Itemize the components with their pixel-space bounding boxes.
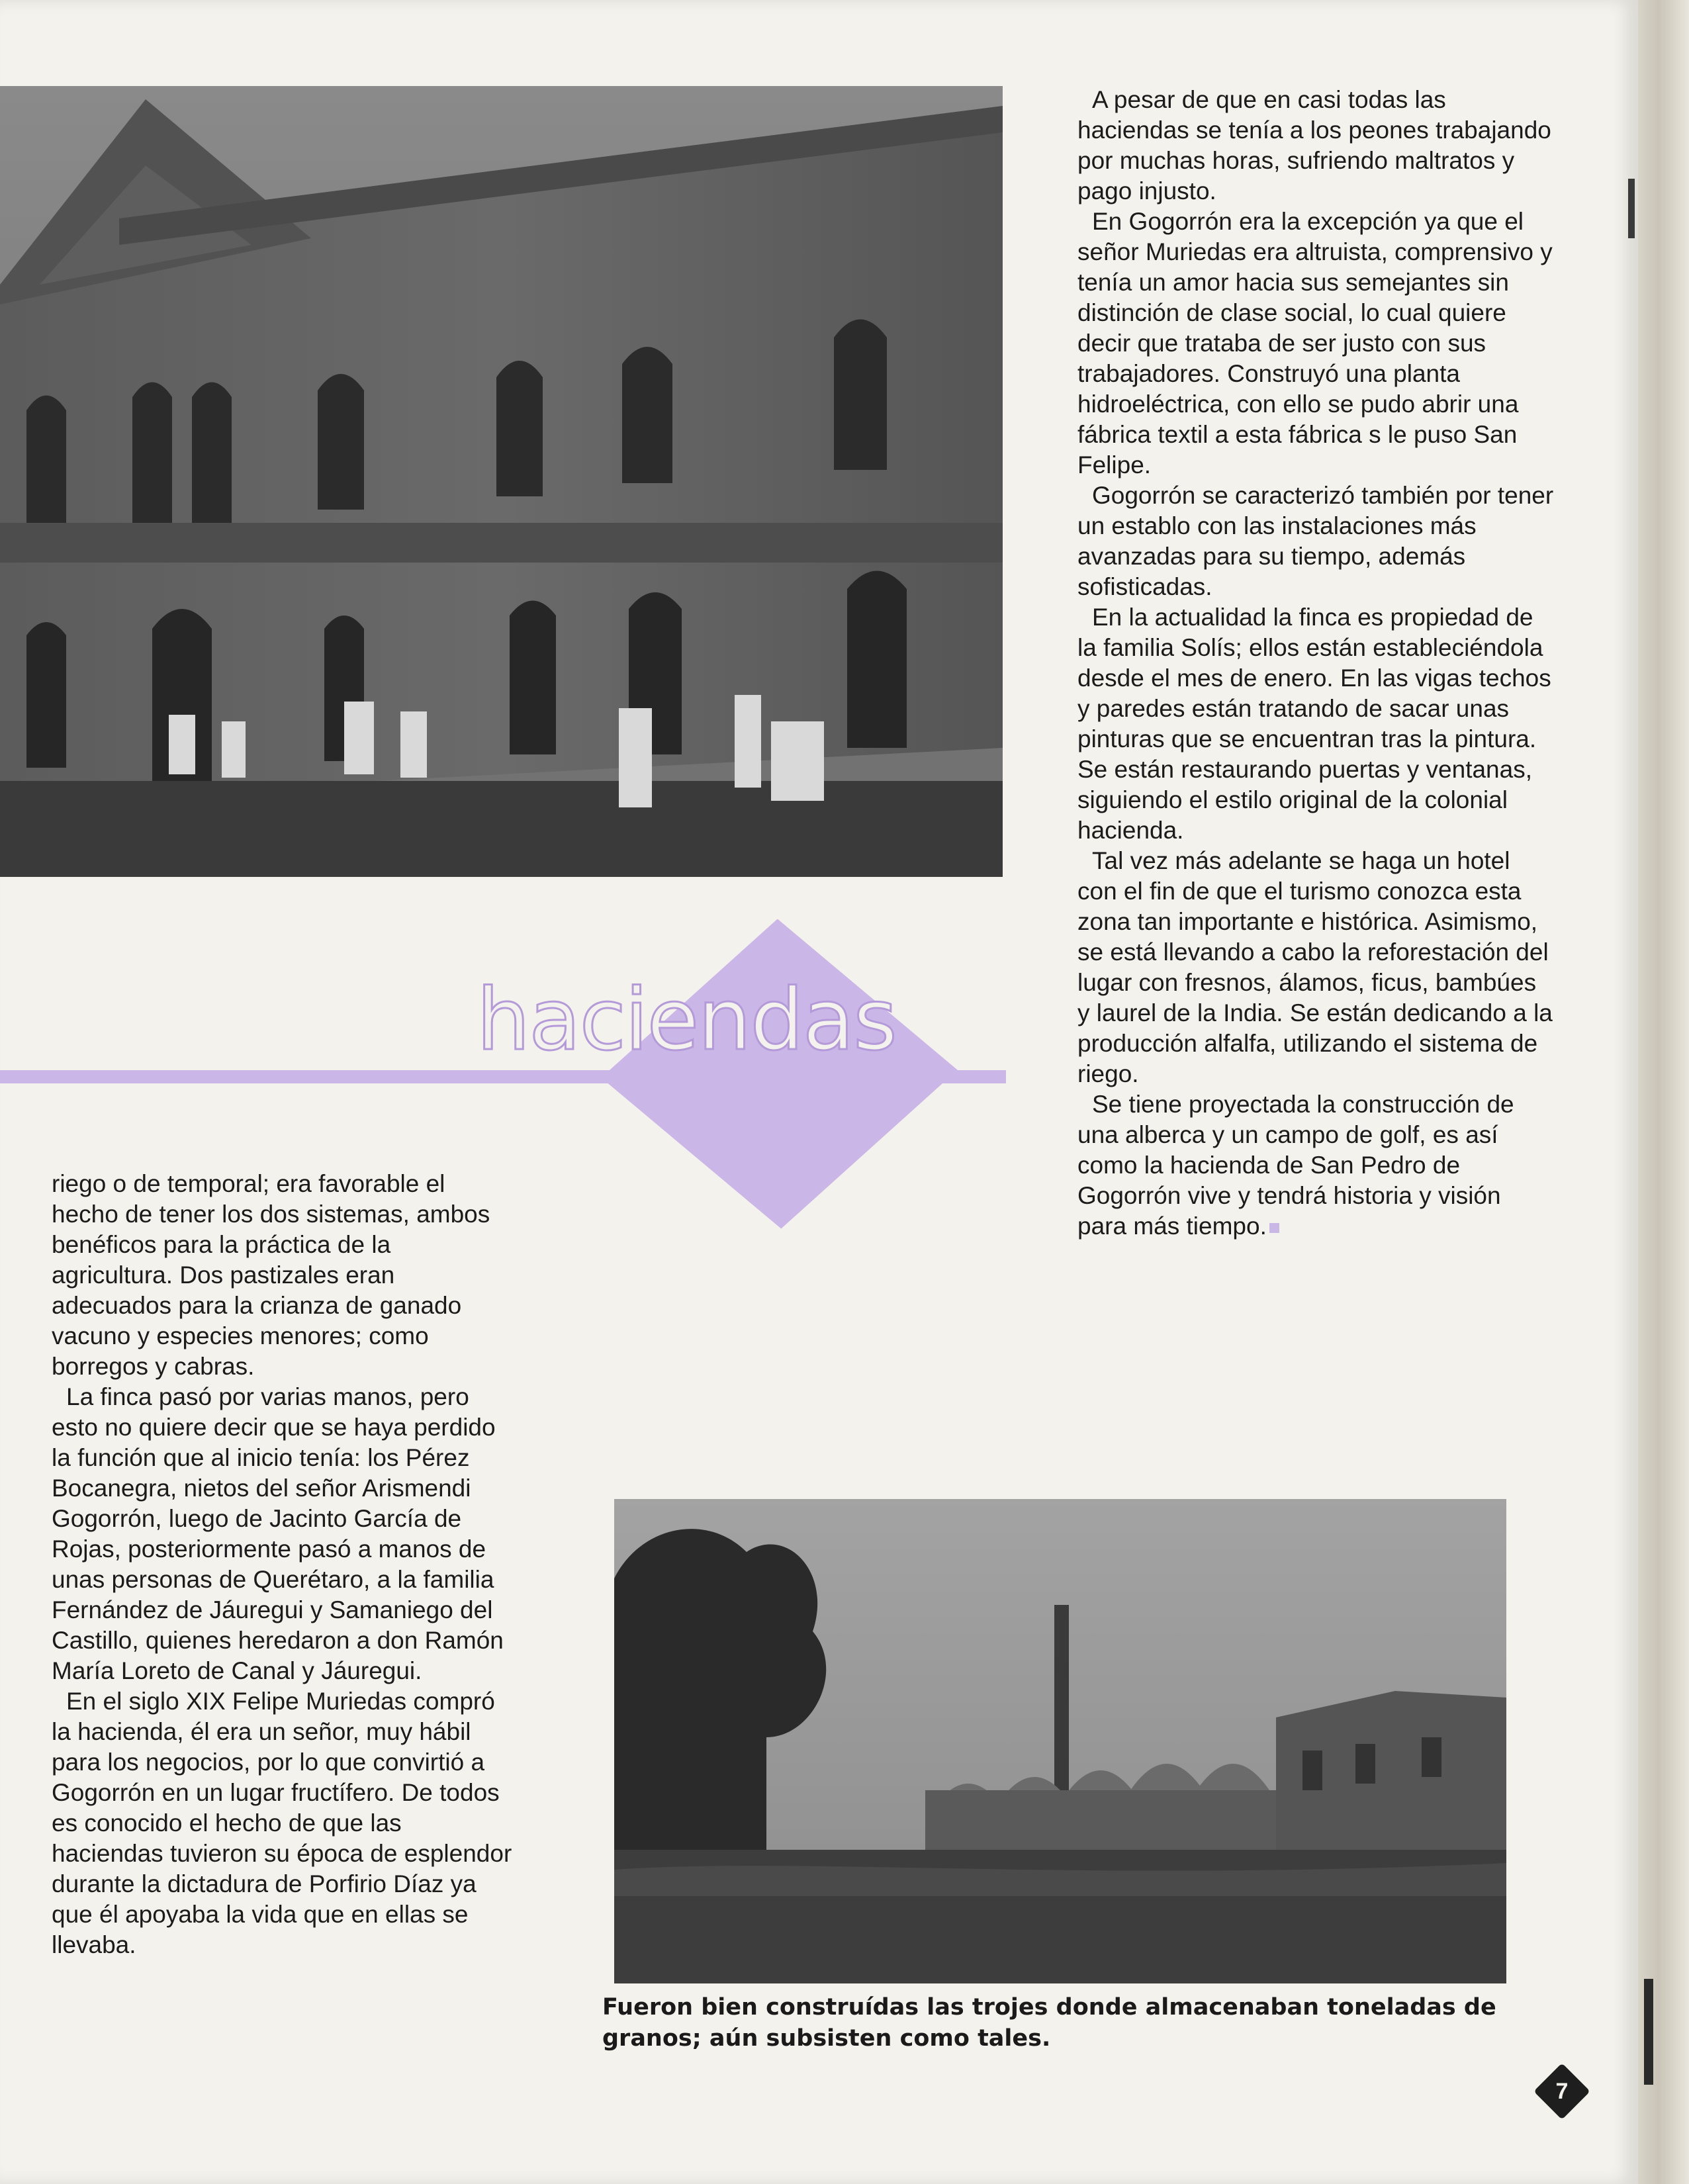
section-diamond-ornament: [601, 919, 957, 1228]
paragraph: riego o de temporal; era favorable el hecho de tener los dos sistemas, ambos benéficos para la práctica de la agricultura. Dos pastizales eran adecuados para la crianza de ganado vacuno y especies menores; como borregos y cabras.: [52, 1170, 490, 1380]
page-number-badge: [1534, 2064, 1590, 2119]
right-column-text: [1077, 85, 1554, 1242]
edge-tab-mark: [1644, 1979, 1653, 2085]
hacienda-facade-photo: [0, 86, 1003, 877]
left-column-text: [52, 1169, 515, 1960]
paragraph: A pesar de que en casi todas las haciendas se tenía a los peones trabajando por muchas horas, sufriendo maltratos y pago injusto.: [1077, 86, 1551, 205]
paragraph: En la actualidad la finca es propiedad de la familia Solís; ellos están estableciéndola desde el mes de enero. En las vigas techos y paredes están tratando de sacar unas pinturas que se encuentran tras la pintura. Se están restaurando puertas y ventanas, siguiendo el estilo original de la colonial hacienda.: [1077, 604, 1551, 844]
edge-tab-mark: [1628, 179, 1635, 238]
paragraph: Gogorrón se caracterizó también por tener un establo con las instalaciones más avanzadas para su tiempo, además sofisticadas.: [1077, 482, 1554, 600]
page-edge: [1638, 0, 1689, 2184]
paragraph-last: [1077, 1089, 1554, 1242]
paragraph: En el siglo XIX Felipe Muriedas compró la hacienda, él era un señor, muy hábil para los negocios, por lo que convirtió a Gogorrón en un lugar fructífero. De todos es conocido el hecho de que las haciendas tuvieron su época de esplendor durante la dictadura de Porfirio Díaz ya que él apoyaba la vida que en ellas se llevaba.: [52, 1688, 512, 1958]
page-number: 7: [1555, 2079, 1569, 2104]
granaries-photo: [614, 1499, 1506, 1983]
paragraph-text: Se tiene proyectada la construcción de una alberca y un campo de golf, es así como la hacienda de San Pedro de Gogorrón vive y tendrá historia y visión para más tiempo.: [1077, 1091, 1514, 1240]
photo-caption: Fueron bien construídas las trojes donde almacenaban toneladas de granos; aún subsisten como tales.: [602, 1994, 1496, 2052]
paragraph: La finca pasó por varias manos, pero esto no quiere decir que se haya perdido la función que al inicio tenía: los Pérez Bocanegra, nietos del señor Arismendi Gogorrón, luego de Jacinto García de Rojas, posteriormente pasó a manos de unas personas de Querétaro, a la familia Fernández de Jáuregui y Samaniego del Castillo, quienes heredaron a don Ramón María Loreto de Canal y Jáuregui.: [52, 1383, 504, 1684]
paragraph: En Gogorrón era la excepción ya que el señor Muriedas era altruista, comprensivo y tenía un amor hacia sus semejantes sin distinción de clase social, lo cual quiere decir que trataba de ser justo con sus trabajadores. Construyó una planta hidroeléctrica, con ello se pudo abrir una fábrica textil a esta fábrica s le puso San Felipe.: [1077, 208, 1553, 478]
paragraph: Tal vez más adelante se haga un hotel con el fin de que el turismo conozca esta zona tan importante e histórica. Asimismo, se está llevando a cabo la reforestación del lugar con fresnos, álamos, ficus, bambúes y laurel de la India. Se están dedicando a la producción alfalfa, utilizando el sistema de riego.: [1077, 847, 1553, 1087]
section-title: haciendas: [477, 971, 896, 1069]
end-of-article-mark: [1269, 1223, 1279, 1233]
